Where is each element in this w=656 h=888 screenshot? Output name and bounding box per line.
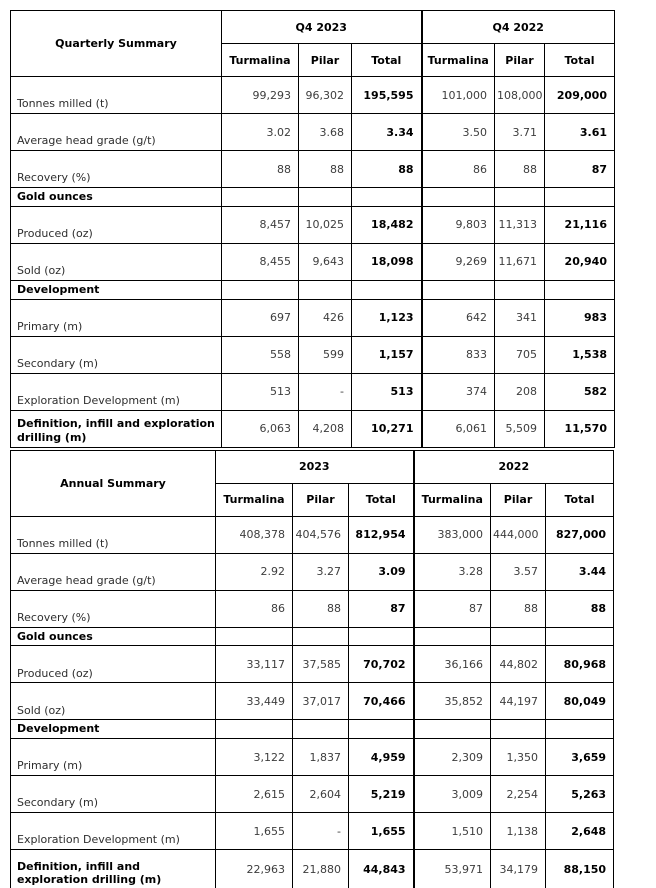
value-cell: 11,313 xyxy=(495,206,545,243)
row-label: Sold (oz) xyxy=(11,683,216,720)
section-header: Gold ounces xyxy=(11,627,216,646)
row-label: Definition, infill and exploration drilling (m) xyxy=(11,850,216,888)
row-label: Exploration Development (m) xyxy=(11,813,216,850)
total-value-cell: 11,570 xyxy=(545,410,615,447)
empty-cell xyxy=(216,627,293,646)
empty-cell xyxy=(422,188,495,207)
total-value-cell: 70,466 xyxy=(349,683,414,720)
column-header-turmalina: Turmalina xyxy=(414,483,491,516)
value-cell: 108,000 xyxy=(495,77,545,114)
total-value-cell: 3.61 xyxy=(545,114,615,151)
total-value-cell: 1,655 xyxy=(349,813,414,850)
value-cell: 3.68 xyxy=(299,114,352,151)
value-cell: 8,457 xyxy=(222,206,299,243)
value-cell: 1,510 xyxy=(414,813,491,850)
value-cell: 101,000 xyxy=(422,77,495,114)
empty-cell xyxy=(491,627,546,646)
total-value-cell: 3.09 xyxy=(349,553,414,590)
row-label: Primary (m) xyxy=(11,739,216,776)
total-value-cell: 1,538 xyxy=(545,336,615,373)
empty-cell xyxy=(545,280,615,299)
total-value-cell: 80,049 xyxy=(546,683,614,720)
column-header-pilar: Pilar xyxy=(299,44,352,77)
period-header: Q4 2023 xyxy=(222,11,422,44)
annual-summary-table xyxy=(10,450,614,888)
column-header-pilar: Pilar xyxy=(293,483,349,516)
value-cell: 3.57 xyxy=(491,553,546,590)
value-cell: - xyxy=(299,373,352,410)
total-value-cell: 18,098 xyxy=(352,243,422,280)
total-value-cell: 209,000 xyxy=(545,77,615,114)
value-cell: 513 xyxy=(222,373,299,410)
row-label: Average head grade (g/t) xyxy=(11,114,222,151)
total-value-cell: 70,702 xyxy=(349,646,414,683)
column-header-total: Total xyxy=(546,483,614,516)
empty-cell xyxy=(216,720,293,739)
empty-cell xyxy=(352,280,422,299)
value-cell: 208 xyxy=(495,373,545,410)
value-cell: 36,166 xyxy=(414,646,491,683)
value-cell: 5,509 xyxy=(495,410,545,447)
value-cell: 33,117 xyxy=(216,646,293,683)
value-cell: 6,061 xyxy=(422,410,495,447)
value-cell: 88 xyxy=(299,151,352,188)
value-cell: 9,803 xyxy=(422,206,495,243)
value-cell: - xyxy=(293,813,349,850)
value-cell: 3.28 xyxy=(414,553,491,590)
row-label: Produced (oz) xyxy=(11,646,216,683)
row-label: Primary (m) xyxy=(11,299,222,336)
total-value-cell: 582 xyxy=(545,373,615,410)
empty-cell xyxy=(545,188,615,207)
section-header: Development xyxy=(11,720,216,739)
value-cell: 88 xyxy=(491,590,546,627)
total-value-cell: 3.44 xyxy=(546,553,614,590)
row-label: Exploration Development (m) xyxy=(11,373,222,410)
row-label: Recovery (%) xyxy=(11,151,222,188)
value-cell: 10,025 xyxy=(299,206,352,243)
empty-cell xyxy=(299,280,352,299)
value-cell: 1,837 xyxy=(293,739,349,776)
value-cell: 444,000 xyxy=(491,516,546,553)
value-cell: 1,655 xyxy=(216,813,293,850)
total-value-cell: 513 xyxy=(352,373,422,410)
total-value-cell: 88 xyxy=(546,590,614,627)
value-cell: 341 xyxy=(495,299,545,336)
column-header-pilar: Pilar xyxy=(491,483,546,516)
empty-cell xyxy=(495,280,545,299)
value-cell: 86 xyxy=(216,590,293,627)
value-cell: 88 xyxy=(495,151,545,188)
empty-cell xyxy=(293,720,349,739)
value-cell: 88 xyxy=(293,590,349,627)
value-cell: 558 xyxy=(222,336,299,373)
empty-cell xyxy=(546,720,614,739)
row-label: Produced (oz) xyxy=(11,206,222,243)
total-value-cell: 3,659 xyxy=(546,739,614,776)
section-header: Development xyxy=(11,280,222,299)
empty-cell xyxy=(349,720,414,739)
total-value-cell: 5,263 xyxy=(546,776,614,813)
total-value-cell: 18,482 xyxy=(352,206,422,243)
value-cell: 426 xyxy=(299,299,352,336)
value-cell: 1,350 xyxy=(491,739,546,776)
column-header-total: Total xyxy=(352,44,422,77)
empty-cell xyxy=(222,280,299,299)
value-cell: 3.50 xyxy=(422,114,495,151)
value-cell: 697 xyxy=(222,299,299,336)
value-cell: 86 xyxy=(422,151,495,188)
value-cell: 33,449 xyxy=(216,683,293,720)
column-header-total: Total xyxy=(349,483,414,516)
value-cell: 2,309 xyxy=(414,739,491,776)
row-label: Tonnes milled (t) xyxy=(11,516,216,553)
value-cell: 37,017 xyxy=(293,683,349,720)
total-value-cell: 2,648 xyxy=(546,813,614,850)
row-label: Average head grade (g/t) xyxy=(11,553,216,590)
value-cell: 2.92 xyxy=(216,553,293,590)
column-header-turmalina: Turmalina xyxy=(422,44,495,77)
row-label: Tonnes milled (t) xyxy=(11,77,222,114)
empty-cell xyxy=(414,720,491,739)
total-value-cell: 80,968 xyxy=(546,646,614,683)
value-cell: 99,293 xyxy=(222,77,299,114)
value-cell: 88 xyxy=(222,151,299,188)
total-value-cell: 88 xyxy=(352,151,422,188)
value-cell: 2,615 xyxy=(216,776,293,813)
value-cell: 4,208 xyxy=(299,410,352,447)
value-cell: 3,009 xyxy=(414,776,491,813)
value-cell: 374 xyxy=(422,373,495,410)
value-cell: 1,138 xyxy=(491,813,546,850)
total-value-cell: 1,157 xyxy=(352,336,422,373)
empty-cell xyxy=(546,627,614,646)
empty-cell xyxy=(349,627,414,646)
value-cell: 87 xyxy=(414,590,491,627)
row-label: Secondary (m) xyxy=(11,336,222,373)
total-value-cell: 195,595 xyxy=(352,77,422,114)
period-header: 2022 xyxy=(414,450,614,483)
section-header: Gold ounces xyxy=(11,188,222,207)
total-value-cell: 10,271 xyxy=(352,410,422,447)
value-cell: 53,971 xyxy=(414,850,491,888)
value-cell: 37,585 xyxy=(293,646,349,683)
value-cell: 2,254 xyxy=(491,776,546,813)
empty-cell xyxy=(491,720,546,739)
total-value-cell: 812,954 xyxy=(349,516,414,553)
table-title: Quarterly Summary xyxy=(11,11,222,77)
value-cell: 35,852 xyxy=(414,683,491,720)
value-cell: 2,604 xyxy=(293,776,349,813)
row-label: Recovery (%) xyxy=(11,590,216,627)
empty-cell xyxy=(293,627,349,646)
total-value-cell: 44,843 xyxy=(349,850,414,888)
value-cell: 3,122 xyxy=(216,739,293,776)
total-value-cell: 87 xyxy=(545,151,615,188)
value-cell: 34,179 xyxy=(491,850,546,888)
value-cell: 3.02 xyxy=(222,114,299,151)
quarterly-summary-table xyxy=(10,10,615,448)
period-header: 2023 xyxy=(216,450,414,483)
row-label: Sold (oz) xyxy=(11,243,222,280)
total-value-cell: 21,116 xyxy=(545,206,615,243)
total-value-cell: 5,219 xyxy=(349,776,414,813)
value-cell: 21,880 xyxy=(293,850,349,888)
value-cell: 383,000 xyxy=(414,516,491,553)
value-cell: 9,643 xyxy=(299,243,352,280)
total-value-cell: 20,940 xyxy=(545,243,615,280)
column-header-turmalina: Turmalina xyxy=(222,44,299,77)
empty-cell xyxy=(352,188,422,207)
value-cell: 44,197 xyxy=(491,683,546,720)
total-value-cell: 827,000 xyxy=(546,516,614,553)
value-cell: 96,302 xyxy=(299,77,352,114)
empty-cell xyxy=(222,188,299,207)
row-label: Definition, infill and exploration drilling (m) xyxy=(11,410,222,447)
value-cell: 408,378 xyxy=(216,516,293,553)
column-header-total: Total xyxy=(545,44,615,77)
column-header-turmalina: Turmalina xyxy=(216,483,293,516)
empty-cell xyxy=(299,188,352,207)
total-value-cell: 983 xyxy=(545,299,615,336)
value-cell: 833 xyxy=(422,336,495,373)
value-cell: 9,269 xyxy=(422,243,495,280)
value-cell: 22,963 xyxy=(216,850,293,888)
empty-cell xyxy=(495,188,545,207)
value-cell: 404,576 xyxy=(293,516,349,553)
period-header: Q4 2022 xyxy=(422,11,615,44)
value-cell: 44,802 xyxy=(491,646,546,683)
value-cell: 6,063 xyxy=(222,410,299,447)
row-label: Secondary (m) xyxy=(11,776,216,813)
value-cell: 705 xyxy=(495,336,545,373)
value-cell: 11,671 xyxy=(495,243,545,280)
total-value-cell: 87 xyxy=(349,590,414,627)
value-cell: 3.27 xyxy=(293,553,349,590)
value-cell: 642 xyxy=(422,299,495,336)
column-header-pilar: Pilar xyxy=(495,44,545,77)
total-value-cell: 4,959 xyxy=(349,739,414,776)
empty-cell xyxy=(414,627,491,646)
value-cell: 8,455 xyxy=(222,243,299,280)
value-cell: 3.71 xyxy=(495,114,545,151)
total-value-cell: 3.34 xyxy=(352,114,422,151)
empty-cell xyxy=(422,280,495,299)
table-title: Annual Summary xyxy=(11,450,216,516)
total-value-cell: 88,150 xyxy=(546,850,614,888)
total-value-cell: 1,123 xyxy=(352,299,422,336)
value-cell: 599 xyxy=(299,336,352,373)
